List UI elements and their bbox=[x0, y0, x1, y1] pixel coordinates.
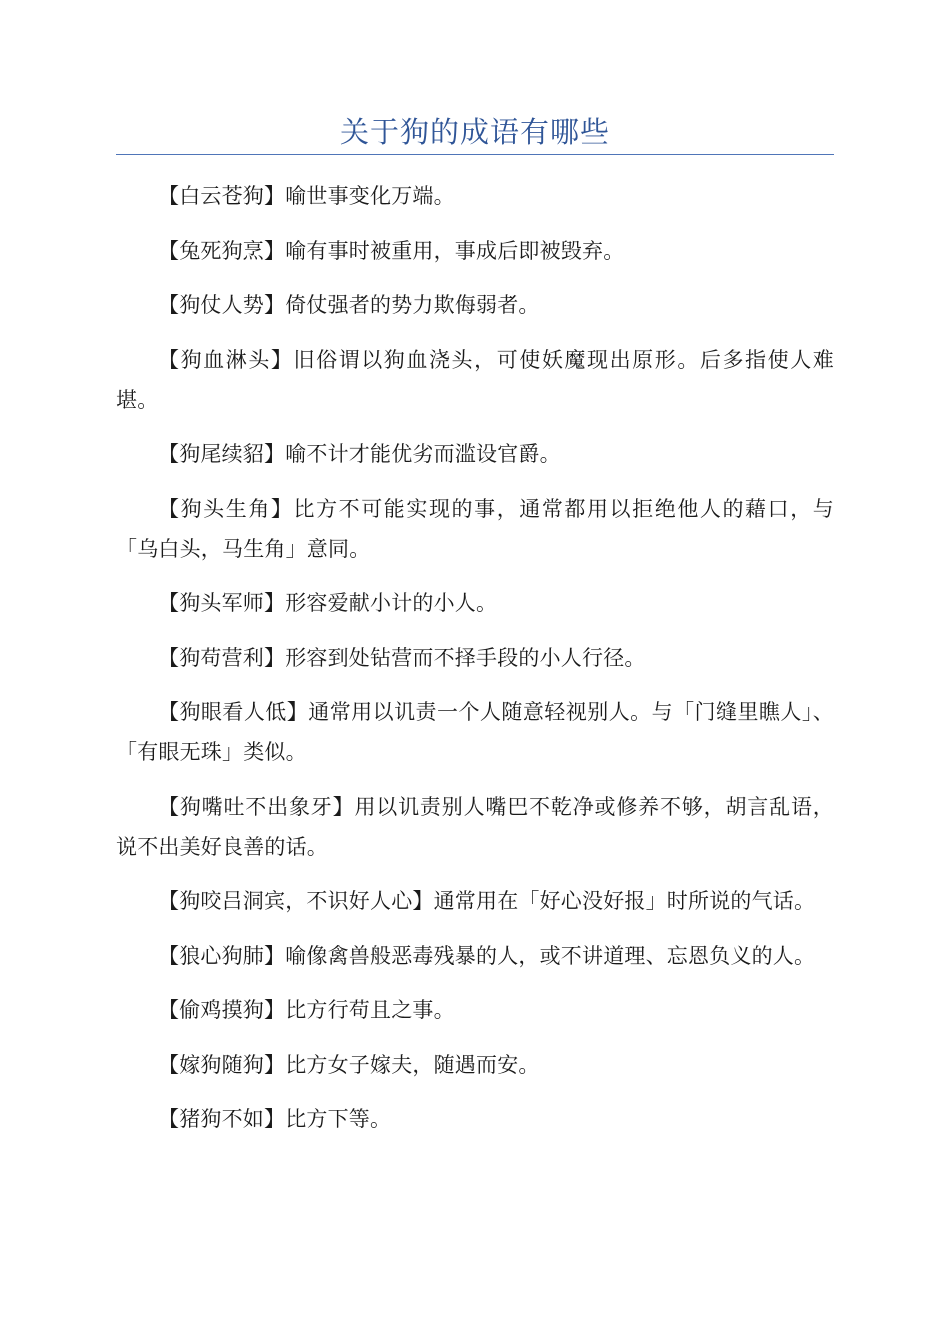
idiom-entry bbox=[116, 583, 834, 623]
idiom-term: 【狗头生角】 bbox=[158, 496, 294, 521]
idiom-definition: 旧俗谓以狗血浇头，可使妖魔现出原形。后多指使人难堪。 bbox=[116, 347, 834, 412]
idiom-definition: 喻世事变化万端。 bbox=[285, 184, 455, 208]
idiom-term: 【白云苍狗】 bbox=[158, 184, 286, 208]
idiom-definition: 通常用在「好心没好报」时所说的气话。 bbox=[433, 889, 816, 913]
idiom-entry bbox=[116, 231, 834, 271]
idiom-entry bbox=[116, 285, 834, 325]
idiom-term: 【狗嘴吐不出象牙】 bbox=[158, 794, 355, 819]
idiom-term: 【偷鸡摸狗】 bbox=[158, 998, 286, 1022]
idiom-term: 【猪狗不如】 bbox=[158, 1107, 286, 1131]
idiom-definition: 比方下等。 bbox=[285, 1107, 392, 1131]
idiom-term: 【狗仗人势】 bbox=[158, 293, 286, 317]
idiom-entry bbox=[116, 1099, 834, 1139]
idiom-term: 【狗眼看人低】 bbox=[158, 700, 309, 724]
idiom-entry bbox=[116, 489, 834, 569]
idiom-term: 【狗咬吕洞宾，不识好人心】 bbox=[158, 889, 434, 913]
idiom-entry bbox=[116, 936, 834, 976]
idiom-term: 【狼心狗肺】 bbox=[158, 943, 286, 968]
idiom-term: 【狗苟营利】 bbox=[158, 645, 286, 670]
idiom-definition: 比方女子嫁夫，随遇而安。 bbox=[285, 1052, 540, 1077]
idiom-entry bbox=[116, 881, 834, 921]
idiom-definition: 用以讥责别人嘴巴不乾净或修养不够，胡言乱语，说不出美好良善的话。 bbox=[116, 794, 834, 859]
idiom-entry bbox=[116, 1045, 834, 1085]
idiom-term: 【狗尾续貂】 bbox=[158, 442, 286, 466]
idiom-entry bbox=[116, 176, 834, 216]
idiom-definition: 喻不计才能优劣而滥设官爵。 bbox=[285, 442, 561, 466]
idiom-term: 【狗血淋头】 bbox=[158, 347, 294, 372]
idiom-term: 【嫁狗随狗】 bbox=[158, 1052, 286, 1077]
idiom-entry bbox=[116, 990, 834, 1030]
idiom-definition: 比方行苟且之事。 bbox=[285, 998, 455, 1022]
idiom-entry bbox=[116, 787, 834, 867]
idiom-term: 【狗头军师】 bbox=[158, 591, 286, 615]
idiom-entry bbox=[116, 340, 834, 420]
idiom-definition: 倚仗强者的势力欺侮弱者。 bbox=[285, 293, 540, 317]
idiom-definition: 通常用以讥责一个人随意轻视别人。与「门缝里瞧人」、「有眼无珠」类似。 bbox=[116, 700, 834, 764]
title-underline bbox=[116, 154, 834, 155]
idiom-entry bbox=[116, 434, 834, 474]
page-title: 关于狗的成语有哪些 bbox=[339, 115, 610, 149]
idiom-entry bbox=[116, 692, 834, 772]
idiom-list bbox=[116, 176, 834, 1154]
idiom-definition: 比方不可能实现的事，通常都用以拒绝他人的藉口，与「乌白头，马生角」意同。 bbox=[116, 496, 834, 561]
idiom-entry bbox=[116, 638, 834, 678]
idiom-definition: 喻像禽兽般恶毒残暴的人，或不讲道理、忘恩负义的人。 bbox=[285, 943, 816, 968]
idiom-definition: 形容到处钻营而不择手段的小人行径。 bbox=[285, 645, 646, 670]
idiom-definition: 喻有事时被重用，事成后即被毁弃。 bbox=[285, 238, 625, 263]
idiom-definition: 形容爱献小计的小人。 bbox=[285, 591, 498, 615]
idiom-term: 【兔死狗烹】 bbox=[158, 238, 286, 263]
